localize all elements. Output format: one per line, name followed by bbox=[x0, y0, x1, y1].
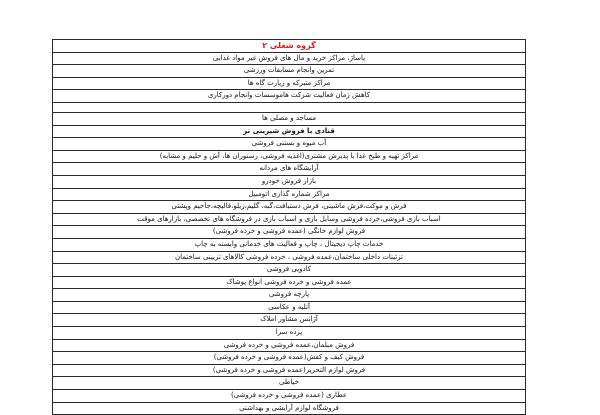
row-text: مساجد و مصلی ها bbox=[53, 112, 526, 125]
table-row bbox=[53, 138, 526, 151]
row-text bbox=[53, 102, 526, 112]
table-row bbox=[53, 314, 526, 327]
row-text: پرده سرا bbox=[53, 327, 526, 340]
row-text: تزئینات داخلی ساختمان،عمده فروشی ، خرده فروشی کالاهای تزیینی ساختمان bbox=[53, 251, 526, 264]
row-text: فروش کیف و کفش(عمده فروشی و خرده فروشی) bbox=[53, 352, 526, 365]
table-row bbox=[53, 125, 526, 138]
row-text: عطاری (عمده فروشی و خرده فروشی) bbox=[53, 390, 526, 403]
row-text: پارچه فروشی bbox=[53, 289, 526, 302]
table-row bbox=[53, 175, 526, 188]
table-row bbox=[53, 364, 526, 377]
table-row bbox=[53, 402, 526, 415]
row-text: فرش و موکت،فرش ماشینی، فرش دستبافت،گبه، گلیم،زیلو،قالیچه،جاجیم وپشتی bbox=[53, 201, 526, 214]
table-row bbox=[53, 150, 526, 163]
group-title-row bbox=[53, 40, 526, 53]
table-row bbox=[53, 188, 526, 201]
table-row bbox=[53, 226, 526, 239]
table-row bbox=[53, 65, 526, 78]
row-text: اسباب بازی فروشی،خرده فروشی وسایل بازی و اسباب بازی در فروشگاه های تخصصی، بازارهای موقت bbox=[53, 213, 526, 226]
row-text: فروش مبلمان،عمده فروشی و خرده فروشی bbox=[53, 339, 526, 352]
table-row bbox=[53, 201, 526, 214]
row-text: قنادی با فروش شیرینی تر bbox=[53, 125, 526, 138]
row-text: کادویی فروشی bbox=[53, 264, 526, 277]
row-text: خدمات چاپ دیجیتال ، چاپ و فعالیت های خدماتی وابسته به چاپ bbox=[53, 238, 526, 251]
row-text: مراکز متبرکه و زیارت گاه ها bbox=[53, 77, 526, 90]
table-row bbox=[53, 52, 526, 65]
row-text: فروش لوازم التحریر(عمده فروشی و خرده فروشی) bbox=[53, 364, 526, 377]
table-row bbox=[53, 327, 526, 340]
table-row bbox=[53, 339, 526, 352]
table-row bbox=[53, 163, 526, 176]
row-text: خیاطی bbox=[53, 377, 526, 390]
table-row bbox=[53, 301, 526, 314]
row-text: عمده فروشی و خرده فروشی انواع پوشاک bbox=[53, 276, 526, 289]
job-group-table bbox=[52, 39, 526, 415]
row-text: آتلیه و عکاسی bbox=[53, 301, 526, 314]
table-row bbox=[53, 238, 526, 251]
row-text: فروشگاه لوازم آرایشی و بهداشتی bbox=[53, 402, 526, 415]
table-row bbox=[53, 352, 526, 365]
row-text: آژانس مشاور املاک bbox=[53, 314, 526, 327]
row-text: مراکز تهیه و طبخ غذا با پذیرش مشتری(اغذیه فروشی، رستوران ها، آش و حلیم و مشابه) bbox=[53, 150, 526, 163]
row-text: تمرین وانجام مسابقات ورزشی bbox=[53, 65, 526, 78]
table-row bbox=[53, 289, 526, 302]
table-row bbox=[53, 390, 526, 403]
row-text: کاهش زمان فعالیت شرکت هاموسسات وانجام دورکاری bbox=[53, 90, 526, 103]
table-row bbox=[53, 102, 526, 112]
group-title: گروه شغلی ۲ bbox=[53, 40, 526, 53]
row-text: پاساژ، مراکز خرید و مال های فروش غیر مواد غذایی bbox=[53, 52, 526, 65]
table-row bbox=[53, 112, 526, 125]
table-row bbox=[53, 276, 526, 289]
table-row bbox=[53, 90, 526, 103]
row-text: آب میوه و بستنی فروشی bbox=[53, 138, 526, 151]
table-row bbox=[53, 251, 526, 264]
table-row bbox=[53, 377, 526, 390]
row-text: بازار فروش خودرو bbox=[53, 175, 526, 188]
row-text: مراکز شماره گذاری اتومبیل bbox=[53, 188, 526, 201]
table-row bbox=[53, 213, 526, 226]
row-text: فروش لوازم خانگی (عمده فروشی و خرده فروشی) bbox=[53, 226, 526, 239]
row-text: آرایشگاه های مردانه bbox=[53, 163, 526, 176]
table-row bbox=[53, 264, 526, 277]
table-row bbox=[53, 77, 526, 90]
